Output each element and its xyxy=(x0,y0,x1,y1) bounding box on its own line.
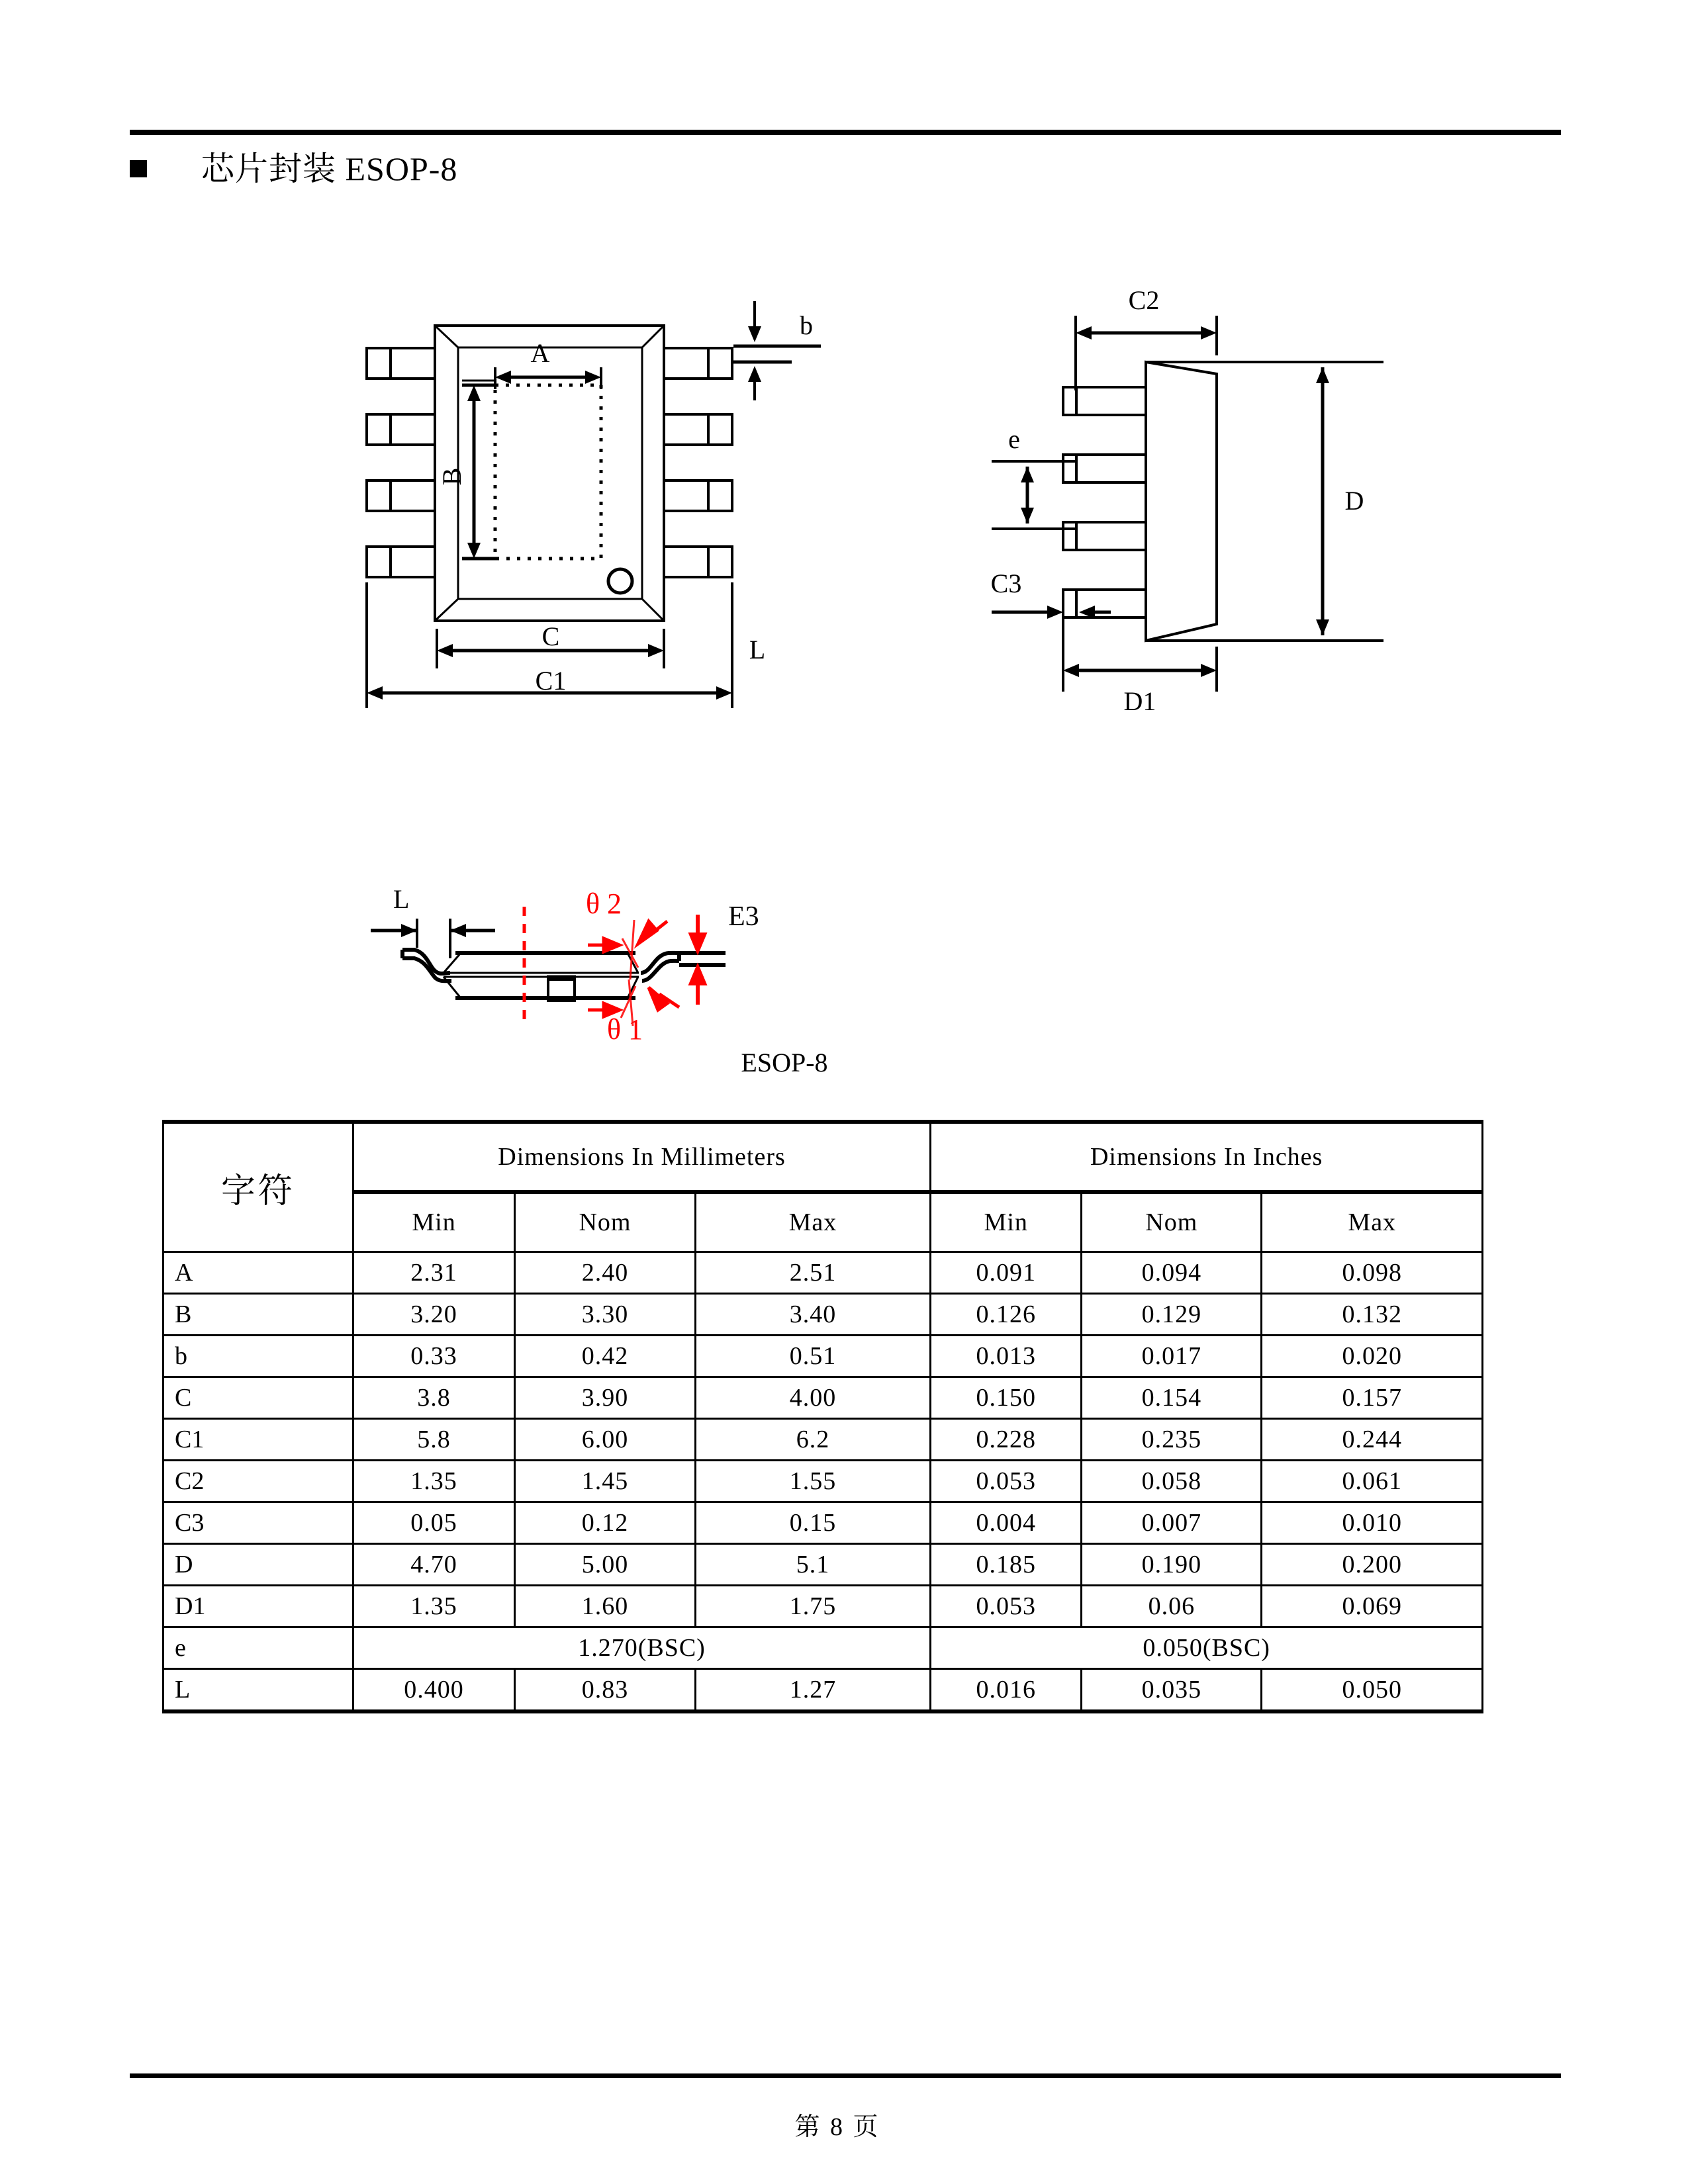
cell-in-max: 0.132 xyxy=(1262,1294,1483,1336)
cell-mm-min: 0.05 xyxy=(353,1502,515,1544)
cell-in-max: 0.069 xyxy=(1262,1586,1483,1627)
cell-in-min: 0.016 xyxy=(931,1669,1082,1712)
table-row xyxy=(164,1294,1483,1336)
cell-mm-nom: 3.30 xyxy=(515,1294,695,1336)
cell-mm-min: 3.20 xyxy=(353,1294,515,1336)
cell-mm-min: 1.35 xyxy=(353,1586,515,1627)
cell-mm-max: 5.1 xyxy=(695,1544,931,1586)
row-symbol: B xyxy=(164,1294,353,1336)
table-subheader-in-max: Max xyxy=(1262,1192,1483,1252)
cell-mm-bsc: 1.270(BSC) xyxy=(353,1627,931,1669)
table-header-symbol: 字符 xyxy=(164,1122,353,1252)
table-subheader-mm-max: Max xyxy=(695,1192,931,1252)
row-symbol: b xyxy=(164,1336,353,1377)
cell-in-nom: 0.235 xyxy=(1082,1419,1262,1461)
table-row xyxy=(164,1669,1483,1712)
footer-rule xyxy=(130,2072,1561,2078)
table-row xyxy=(164,1502,1483,1544)
cell-in-nom: 0.058 xyxy=(1082,1461,1262,1502)
row-symbol: C1 xyxy=(164,1419,353,1461)
label-L: L xyxy=(749,635,766,664)
cell-mm-nom: 0.42 xyxy=(515,1336,695,1377)
cell-in-nom: 0.129 xyxy=(1082,1294,1262,1336)
cell-in-min: 0.150 xyxy=(931,1377,1082,1419)
side-view-package-outline xyxy=(966,281,1430,718)
cell-in-max: 0.098 xyxy=(1262,1252,1483,1294)
table-row xyxy=(164,1336,1483,1377)
page-heading xyxy=(130,142,457,195)
cell-mm-max: 1.55 xyxy=(695,1461,931,1502)
cell-mm-min: 5.8 xyxy=(353,1419,515,1461)
table-subheader-mm-nom: Nom xyxy=(515,1192,695,1252)
table-subheader-in-nom: Nom xyxy=(1082,1192,1262,1252)
row-symbol: C xyxy=(164,1377,353,1419)
row-symbol: L xyxy=(164,1669,353,1712)
table-row xyxy=(164,1461,1483,1502)
cell-in-min: 0.126 xyxy=(931,1294,1082,1336)
label-C: C xyxy=(541,621,560,651)
cell-mm-max: 1.27 xyxy=(695,1669,931,1712)
lead-profile-cross-section xyxy=(357,880,781,1046)
row-symbol: C3 xyxy=(164,1502,353,1544)
cell-mm-nom: 0.12 xyxy=(515,1502,695,1544)
cell-in-min: 0.053 xyxy=(931,1586,1082,1627)
label-L-profile: L xyxy=(393,884,410,914)
cell-mm-min: 2.31 xyxy=(353,1252,515,1294)
cell-mm-max: 0.15 xyxy=(695,1502,931,1544)
cell-mm-nom: 0.83 xyxy=(515,1669,695,1712)
cell-mm-min: 0.33 xyxy=(353,1336,515,1377)
header-rule xyxy=(130,130,1561,135)
cell-in-max: 0.157 xyxy=(1262,1377,1483,1419)
cell-in-min: 0.185 xyxy=(931,1544,1082,1586)
cell-mm-max: 2.51 xyxy=(695,1252,931,1294)
cell-in-max: 0.200 xyxy=(1262,1544,1483,1586)
row-symbol: D xyxy=(164,1544,353,1586)
cell-mm-max: 6.2 xyxy=(695,1419,931,1461)
cell-mm-max: 3.40 xyxy=(695,1294,931,1336)
label-e: e xyxy=(1008,424,1020,454)
cell-in-nom: 0.190 xyxy=(1082,1544,1262,1586)
cell-mm-max: 4.00 xyxy=(695,1377,931,1419)
table-subheader-mm-min: Min xyxy=(353,1192,515,1252)
cell-in-max: 0.244 xyxy=(1262,1419,1483,1461)
label-C2: C2 xyxy=(1128,285,1160,315)
label-A: A xyxy=(530,338,550,368)
label-C1: C1 xyxy=(535,666,567,696)
table-row xyxy=(164,1419,1483,1461)
table-subheader-in-min: Min xyxy=(931,1192,1082,1252)
cell-mm-nom: 5.00 xyxy=(515,1544,695,1586)
label-b: b xyxy=(800,310,813,340)
cell-in-min: 0.228 xyxy=(931,1419,1082,1461)
cell-in-min: 0.053 xyxy=(931,1461,1082,1502)
cell-mm-nom: 1.45 xyxy=(515,1461,695,1502)
table-row xyxy=(164,1586,1483,1627)
cell-mm-min: 4.70 xyxy=(353,1544,515,1586)
cell-in-nom: 0.007 xyxy=(1082,1502,1262,1544)
table-header-millimeters: Dimensions In Millimeters xyxy=(353,1122,931,1192)
row-symbol: D1 xyxy=(164,1586,353,1627)
cell-mm-min: 3.8 xyxy=(353,1377,515,1419)
table-header-inches: Dimensions In Inches xyxy=(931,1122,1483,1192)
dimensions-table xyxy=(162,1120,1483,1713)
cell-in-bsc: 0.050(BSC) xyxy=(931,1627,1483,1669)
page-number-label: 第 8 页 xyxy=(794,2113,880,2141)
cell-in-max: 0.010 xyxy=(1262,1502,1483,1544)
cell-mm-max: 0.51 xyxy=(695,1336,931,1377)
cell-in-min: 0.013 xyxy=(931,1336,1082,1377)
label-theta2: θ 2 xyxy=(585,887,622,920)
table-row xyxy=(164,1252,1483,1294)
cell-in-nom: 0.017 xyxy=(1082,1336,1262,1377)
label-B: B xyxy=(437,467,467,486)
table-row xyxy=(164,1544,1483,1586)
cell-in-min: 0.004 xyxy=(931,1502,1082,1544)
cell-in-max: 0.020 xyxy=(1262,1336,1483,1377)
cell-in-min: 0.091 xyxy=(931,1252,1082,1294)
row-symbol: C2 xyxy=(164,1461,353,1502)
label-D1: D1 xyxy=(1123,686,1156,716)
cell-in-max: 0.050 xyxy=(1262,1669,1483,1712)
table-row xyxy=(164,1377,1483,1419)
cell-in-max: 0.061 xyxy=(1262,1461,1483,1502)
label-D: D xyxy=(1344,486,1364,516)
cell-in-nom: 0.154 xyxy=(1082,1377,1262,1419)
label-theta1: θ 1 xyxy=(606,1013,643,1046)
cell-mm-nom: 1.60 xyxy=(515,1586,695,1627)
row-symbol: A xyxy=(164,1252,353,1294)
cell-mm-min: 1.35 xyxy=(353,1461,515,1502)
cell-mm-min: 0.400 xyxy=(353,1669,515,1712)
table-row-merged xyxy=(164,1627,1483,1669)
page-footer xyxy=(0,2106,1688,2142)
label-C3: C3 xyxy=(990,569,1022,598)
cell-mm-max: 1.75 xyxy=(695,1586,931,1627)
cell-mm-nom: 3.90 xyxy=(515,1377,695,1419)
page-title: 芯片封装 ESOP-8 xyxy=(201,150,458,187)
lead-width-dimension-b xyxy=(728,301,861,420)
cell-mm-nom: 2.40 xyxy=(515,1252,695,1294)
caption-text: ESOP-8 xyxy=(741,1048,828,1077)
drawing-caption xyxy=(0,1047,1688,1078)
cell-in-nom: 0.06 xyxy=(1082,1586,1262,1627)
cell-in-nom: 0.035 xyxy=(1082,1669,1262,1712)
cell-in-nom: 0.094 xyxy=(1082,1252,1262,1294)
filled-square-bullet-icon xyxy=(130,160,147,177)
row-symbol: e xyxy=(164,1627,353,1669)
cell-mm-nom: 6.00 xyxy=(515,1419,695,1461)
label-E3: E3 xyxy=(728,901,759,932)
